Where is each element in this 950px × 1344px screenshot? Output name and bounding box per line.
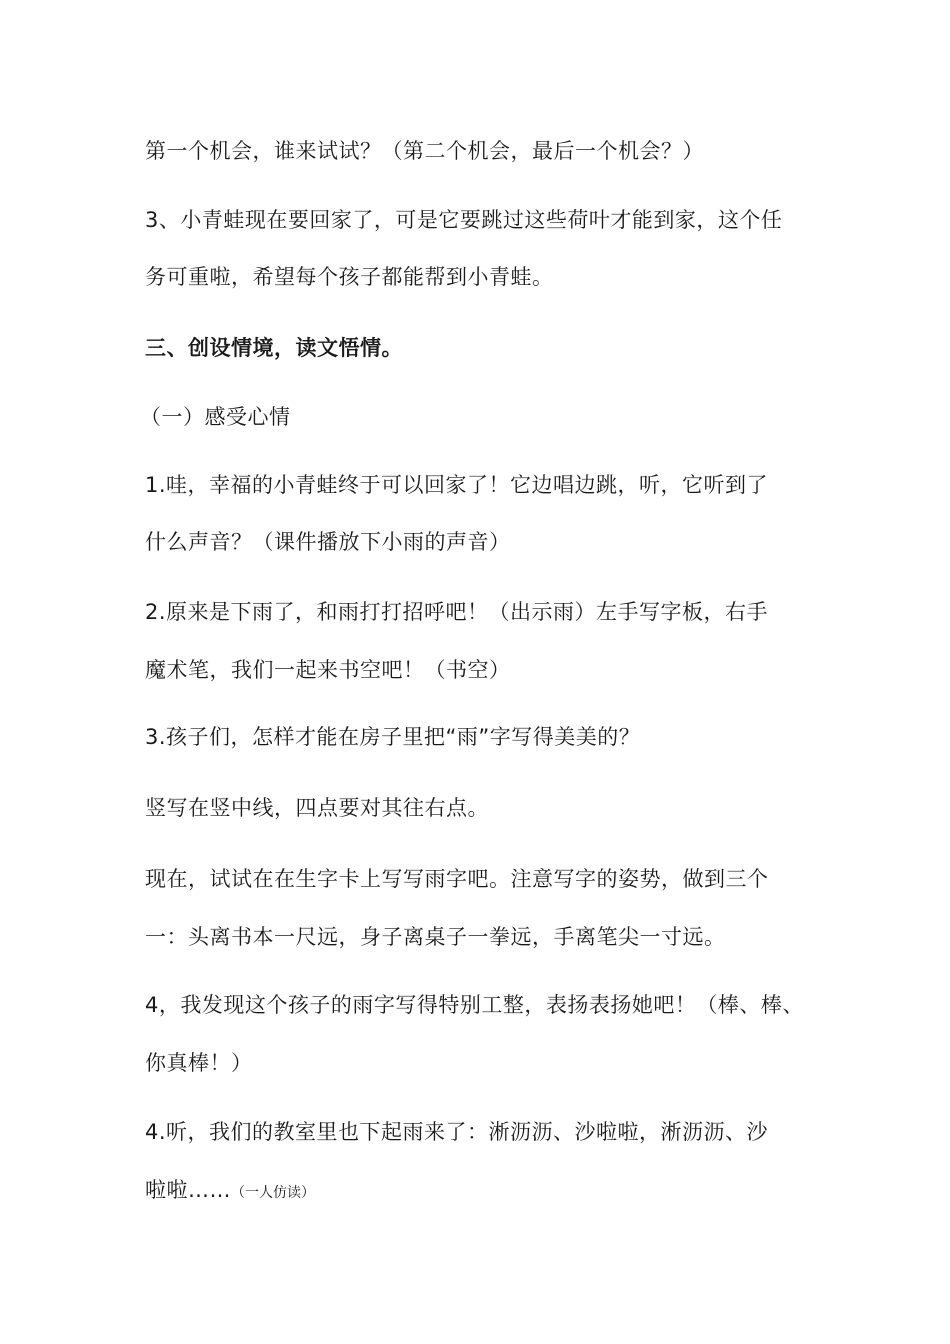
paragraph-line: 3.孩子们，怎样才能在房子里把“雨”字写得美美的？ [145, 725, 641, 749]
paragraph-line: 1.哇，幸福的小青蛙终于可以回家了！它边唱边跳，听，它听到了 [145, 473, 769, 497]
paragraph-line: 4，我发现这个孩子的雨字写得特别工整，表扬表扬她吧！（棒、棒、 [145, 993, 804, 1017]
inline-note: （一人仿读） [231, 1185, 315, 1201]
paragraph-line: 第一个机会，谁来试试？（第二个机会，最后一个机会？） [145, 139, 704, 163]
paragraph-line: 务可重啦，希望每个孩子都能帮到小青蛙。 [145, 265, 554, 289]
paragraph-line: 2.原来是下雨了，和雨打打招呼吧！（出示雨）左手写字板，右手 [145, 600, 769, 624]
paragraph-line: 魔术笔，我们一起来书空吧！（书空） [145, 658, 511, 682]
paragraph-line: 你真棒！） [145, 1051, 253, 1075]
section-heading: 三、创设情境，读文悟情。 [145, 336, 403, 360]
paragraph-line: 3、小青蛙现在要回家了，可是它要跳过这些荷叶才能到家，这个任 [145, 208, 783, 232]
paragraph-line: 4.听，我们的教室里也下起雨来了：淅沥沥、沙啦啦，淅沥沥、沙 [145, 1120, 769, 1144]
paragraph-line: 现在，试试在在生字卡上写写雨字吧。注意写字的姿势，做到三个 [145, 867, 769, 891]
subsection-heading: （一）感受心情 [140, 405, 291, 429]
paragraph-line: 一：头离书本一尺远，身子离桌子一拳远，手离笔尖一寸远。 [145, 925, 726, 949]
paragraph-line [145, 1175, 835, 1208]
paragraph-text: 啦啦…… [145, 1178, 231, 1202]
paragraph-line: 什么声音？（课件播放下小雨的声音） [145, 530, 511, 554]
paragraph-line: 竖写在竖中线，四点要对其往右点。 [145, 796, 489, 820]
